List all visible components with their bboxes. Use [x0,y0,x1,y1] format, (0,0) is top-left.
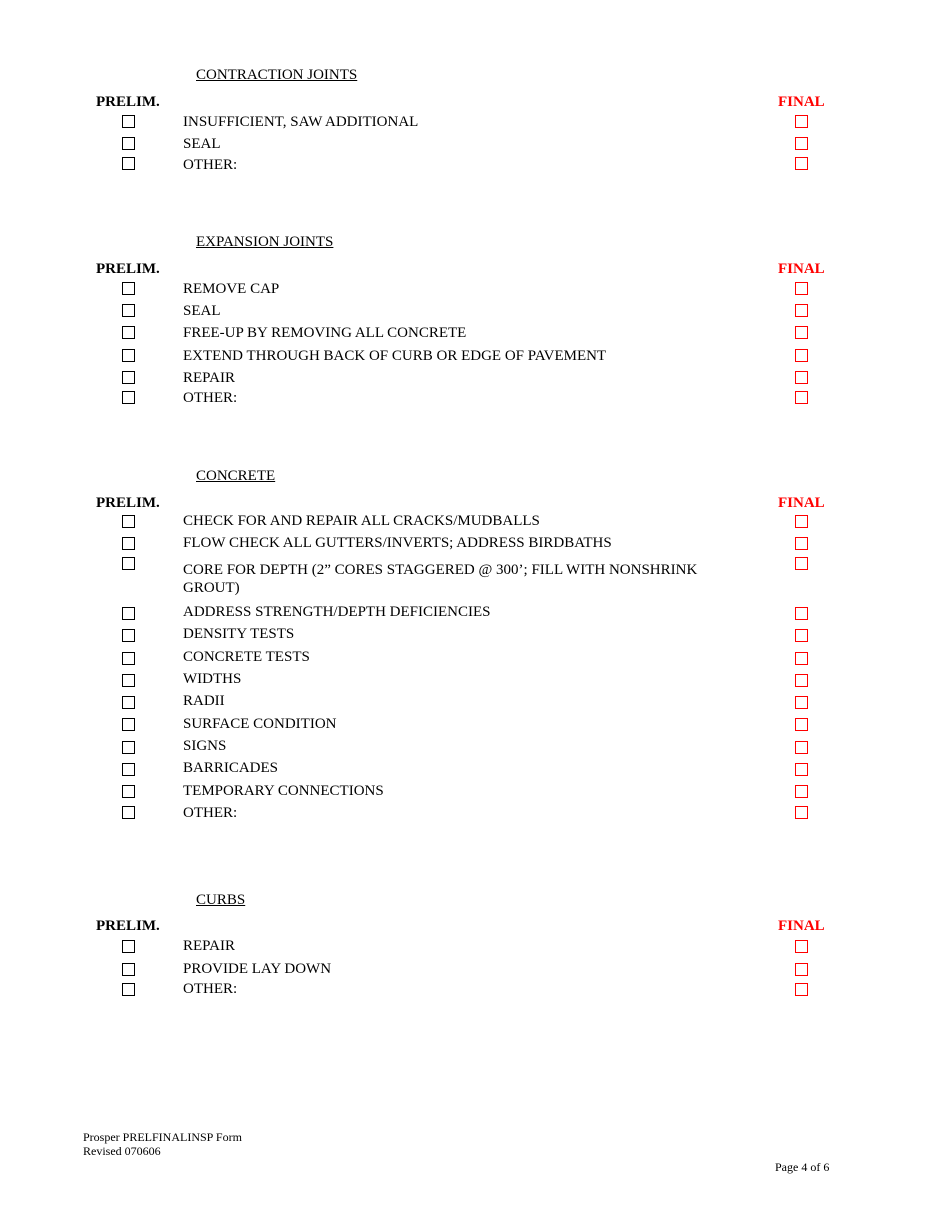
prelim-checkbox[interactable] [122,304,135,317]
item-label: WIDTHS [183,671,242,687]
item-label: SURFACE CONDITION [183,716,337,732]
final-checkbox[interactable] [795,674,808,687]
final-checkbox[interactable] [795,282,808,295]
prelim-header: PRELIM. [96,94,160,110]
final-checkbox[interactable] [795,391,808,404]
final-checkbox[interactable] [795,157,808,170]
item-label: OTHER: [183,805,238,821]
item-label: EXTEND THROUGH BACK OF CURB OR EDGE OF PAVEMENT [183,348,607,364]
final-checkbox[interactable] [795,785,808,798]
item-label: OTHER: [183,390,238,406]
final-checkbox[interactable] [795,940,808,953]
prelim-checkbox[interactable] [122,557,135,570]
item-label: OTHER: [183,981,238,997]
item-label: DENSITY TESTS [183,626,295,642]
prelim-checkbox[interactable] [122,629,135,642]
item-label: FREE-UP BY REMOVING ALL CONCRETE [183,325,467,341]
page-number: Page 4 of 6 [775,1160,830,1174]
prelim-checkbox[interactable] [122,785,135,798]
final-checkbox[interactable] [795,537,808,550]
prelim-checkbox[interactable] [122,963,135,976]
final-checkbox[interactable] [795,652,808,665]
final-checkbox[interactable] [795,371,808,384]
item-label: REPAIR [183,938,235,954]
final-checkbox[interactable] [795,629,808,642]
section-title: CONCRETE [196,468,276,484]
final-checkbox[interactable] [795,983,808,996]
prelim-checkbox[interactable] [122,674,135,687]
prelim-checkbox[interactable] [122,741,135,754]
prelim-checkbox[interactable] [122,763,135,776]
final-checkbox[interactable] [795,718,808,731]
item-label: RADII [183,693,225,709]
final-checkbox[interactable] [795,963,808,976]
item-label: FLOW CHECK ALL GUTTERS/INVERTS; ADDRESS BIRDBATHS [183,535,612,551]
final-checkbox[interactable] [795,763,808,776]
prelim-checkbox[interactable] [122,806,135,819]
prelim-checkbox[interactable] [122,607,135,620]
prelim-checkbox[interactable] [122,537,135,550]
item-label: OTHER: [183,157,238,173]
prelim-header: PRELIM. [96,495,160,511]
final-header: FINAL [778,94,825,110]
section-title: CURBS [196,892,246,908]
item-label: CHECK FOR AND REPAIR ALL CRACKS/MUDBALLS [183,513,540,529]
prelim-checkbox[interactable] [122,349,135,362]
final-checkbox[interactable] [795,137,808,150]
item-label: BARRICADES [183,760,279,776]
item-label: ADDRESS STRENGTH/DEPTH DEFICIENCIES [183,604,491,620]
footer-form-name: Prosper PRELFINALINSP Form [83,1130,242,1144]
item-label: SEAL [183,136,221,152]
prelim-checkbox[interactable] [122,391,135,404]
prelim-checkbox[interactable] [122,652,135,665]
item-label: INSUFFICIENT, SAW ADDITIONAL [183,114,419,130]
section-title: EXPANSION JOINTS [196,234,334,250]
final-checkbox[interactable] [795,349,808,362]
prelim-checkbox[interactable] [122,282,135,295]
final-checkbox[interactable] [795,607,808,620]
final-checkbox[interactable] [795,115,808,128]
prelim-checkbox[interactable] [122,115,135,128]
footer-revised: Revised 070606 [83,1144,161,1158]
prelim-checkbox[interactable] [122,696,135,709]
prelim-checkbox[interactable] [122,940,135,953]
item-label: PROVIDE LAY DOWN [183,961,332,977]
prelim-header: PRELIM. [96,261,160,277]
final-checkbox[interactable] [795,326,808,339]
final-header: FINAL [778,495,825,511]
prelim-checkbox[interactable] [122,718,135,731]
item-label: TEMPORARY CONNECTIONS [183,783,384,799]
final-checkbox[interactable] [795,557,808,570]
item-label: REPAIR [183,370,235,386]
prelim-checkbox[interactable] [122,137,135,150]
final-header: FINAL [778,261,825,277]
item-label: SIGNS [183,738,227,754]
prelim-checkbox[interactable] [122,157,135,170]
final-checkbox[interactable] [795,696,808,709]
item-label: CONCRETE TESTS [183,649,310,665]
prelim-checkbox[interactable] [122,983,135,996]
prelim-checkbox[interactable] [122,326,135,339]
prelim-checkbox[interactable] [122,371,135,384]
item-label: CORE FOR DEPTH (2” CORES STAGGERED @ 300’; FILL WITH NONSHRINK GROUT) [183,562,698,596]
prelim-checkbox[interactable] [122,515,135,528]
final-checkbox[interactable] [795,515,808,528]
item-label: SEAL [183,303,221,319]
final-checkbox[interactable] [795,806,808,819]
final-header: FINAL [778,918,825,934]
final-checkbox[interactable] [795,741,808,754]
item-label: REMOVE CAP [183,281,280,297]
prelim-header: PRELIM. [96,918,160,934]
section-title: CONTRACTION JOINTS [196,67,358,83]
final-checkbox[interactable] [795,304,808,317]
